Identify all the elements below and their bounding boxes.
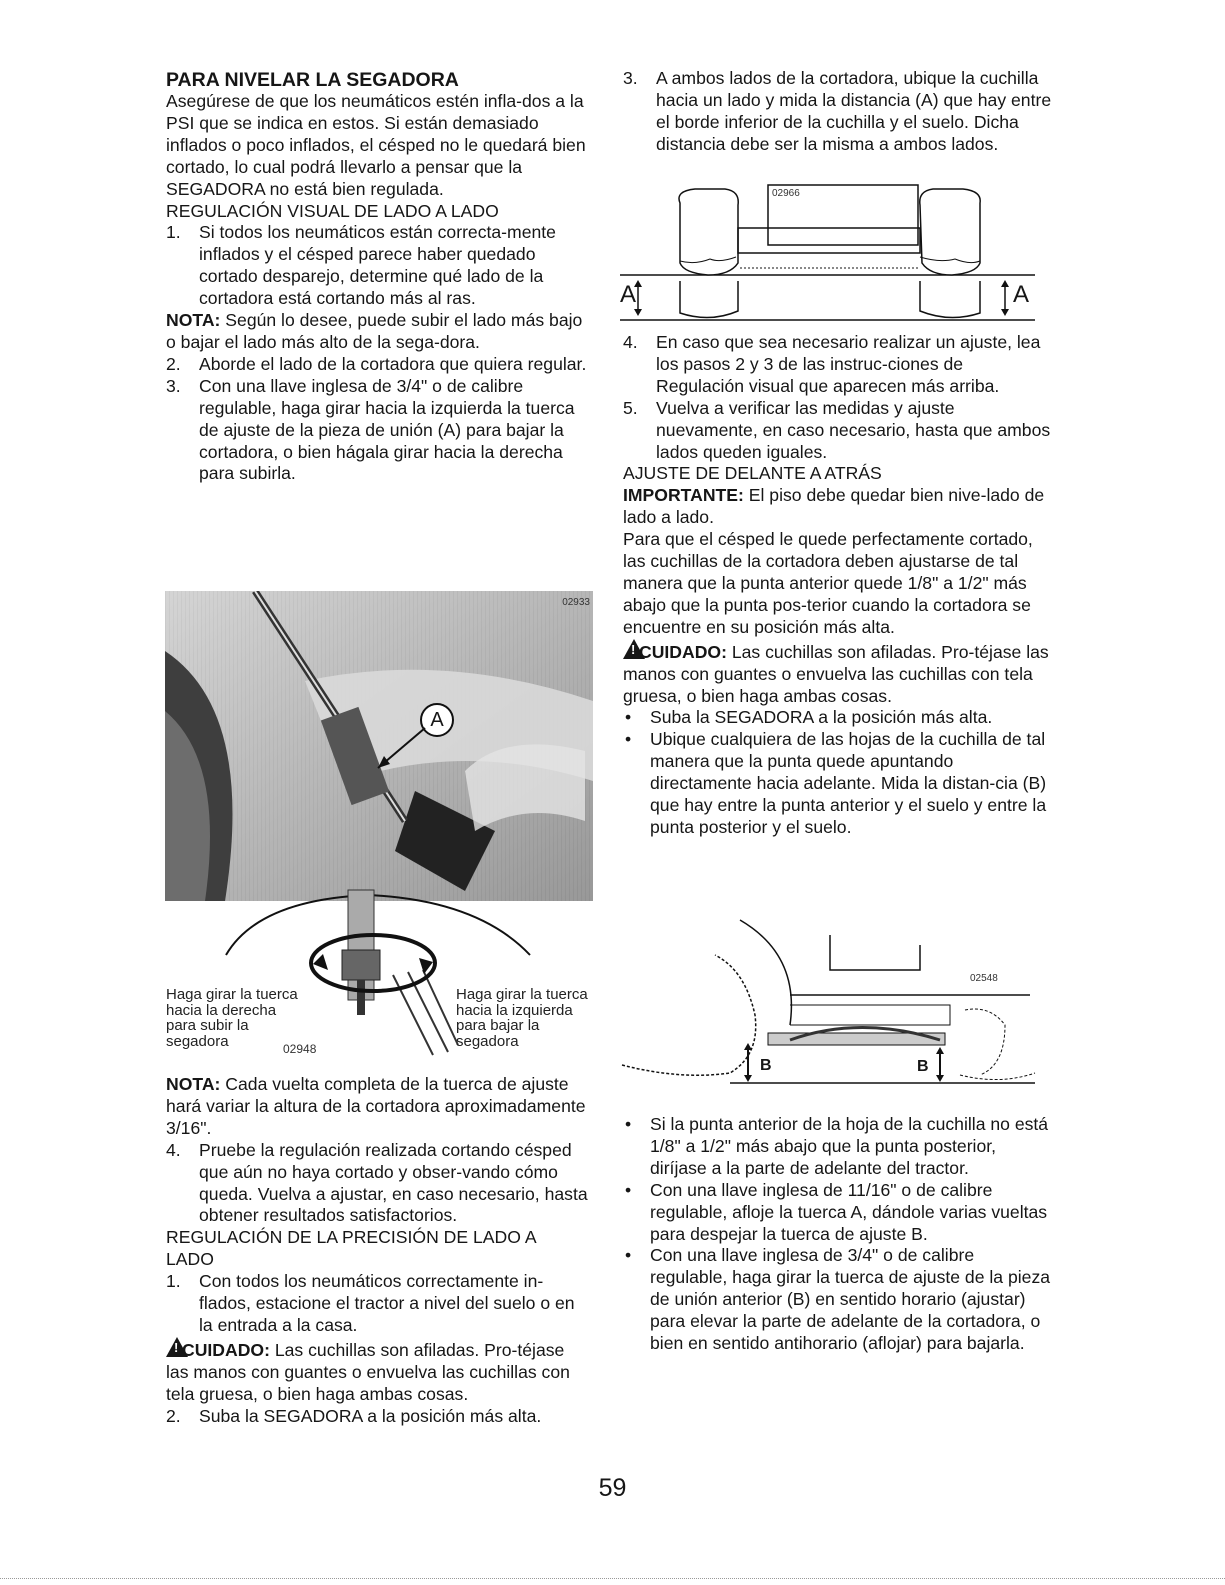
step-4: 4. Pruebe la regulación realizada cortando césped que aún no haya cortado y obser-vando cómo queda. Vuelva a ajustar, en caso necesario, hasta obtener resultados satisfactorios. — [166, 1139, 588, 1226]
section-heading-front-back: AJUSTE DE DELANTE A ATRÁS — [623, 463, 882, 484]
warning-icon — [623, 639, 645, 659]
intro-paragraph: Asegúrese de que los neumáticos estén infla-dos a la PSI que se indica en estos. Si están demasiado inflados o poco inflados, el césped no le quedará bien cortado, lo cual podrá llevarlo a pensar que la SEGADORA no está bien regulada. — [166, 91, 586, 199]
figure-code-2: 02948 — [283, 1042, 317, 1056]
right-column-lower — [623, 1114, 1055, 1355]
page-edge-divider — [0, 1578, 1225, 1580]
adjustment-link-photo — [165, 591, 593, 901]
bullet-item: • Con una llave inglesa de 11/16" o de calibre regulable, afloje la tuerca A, dándole varias vueltas para despejar la tuerca de ajuste B. — [625, 1179, 1048, 1244]
section-heading-visual: REGULACIÓN VISUAL DE LADO A LADO — [166, 200, 499, 221]
label-b-front: B — [760, 1057, 772, 1074]
precision-step-5: 5. Vuelva a verificar las medidas y ajuste nuevamente, en caso necesario, hasta que ambos lados queden iguales. — [623, 397, 1051, 462]
figure-code-1: 02933 — [562, 597, 590, 608]
precision-step-2: 2. Suba la SEGADORA a la posición más alta. — [166, 1405, 542, 1426]
section-title: PARA NIVELAR LA SEGADORA — [166, 69, 459, 91]
note-1: NOTA: Según lo desee, puede subir el lado más bajo o bajar el lado más alto de la sega-dora. — [166, 310, 583, 352]
front-back-paragraph: Para que el césped le quede perfectamente cortado, las cuchillas de la cortadora deben ajustarse de tal manera que la punta anterior quede 1/8" a 1/2" más abajo que la punta pos-terior cuando la cortadora se encuentre en su posición más alta. — [623, 529, 1033, 637]
right-column — [623, 68, 1055, 156]
step-1: 1. Si todos los neumáticos están correcta-mente inflados y el césped parece haber quedado cortado desparejo, determine qué lado de la cortadora está cortando más al ras. — [166, 222, 556, 309]
precision-step-1: 1. Con todos los neumáticos correctamente in-flados, estacione el tractor a nivel del suelo o en la entrada a la casa. — [166, 1271, 575, 1335]
bullet-item: • Si la punta anterior de la hoja de la cuchilla no está 1/8" a 1/2" más abajo que la punta posterior, diríjase a la parte de adelante del tractor. — [625, 1114, 1049, 1178]
left-column-lower — [166, 1074, 588, 1428]
warning-icon — [166, 1337, 188, 1357]
left-column — [166, 68, 588, 485]
caution-1: !CUIDADO: Las cuchillas son afiladas. Pro-téjase las manos con guantes o envuelva las cuchillas con tela gruesa, o bien haga ambas cosas. — [166, 1337, 588, 1406]
label-a-left: A — [620, 281, 637, 308]
mower-side-view-diagram — [620, 915, 1040, 1090]
bullet-item: • Suba la SEGADORA a la posición más alta. — [625, 707, 993, 728]
label-b-rear: B — [917, 1058, 929, 1075]
callout-arrow — [370, 726, 430, 776]
section-heading-precision: REGULACIÓN DE LA PRECISIÓN DE LADO A LADO — [166, 1227, 536, 1270]
bullet-item: • Con una llave inglesa de 3/4" o de calibre regulable, haga girar la tuerca de ajuste de la pieza de unión anterior (B) en sentido horario (ajustar) para elevar la parte de adelante de la cortadora, o bien en sentido antihorario (aflojar) para bajarla. — [625, 1245, 1051, 1354]
figure-code-4: 02548 — [970, 973, 998, 984]
step-3: 3. Con una llave inglesa de 3/4" o de calibre regulable, haga girar hacia la izquierda la tuerca de ajuste de la pieza de unión (A) para bajar la cortadora, o bien hágala girar hacia la derecha para subirla. — [166, 375, 575, 484]
precision-step-3: 3. A ambos lados de la cortadora, ubique la cuchilla hacia un lado y mida la distancia (A) que hay entre el borde inferior de la cuchilla y el suelo. Dicha distancia debe ser la misma a ambos lados. — [623, 68, 1052, 154]
caption-lower: Haga girar la tuerca hacia la izquierda para bajar la segadora — [456, 986, 588, 1050]
page-number: 59 — [598, 1474, 627, 1502]
mower-front-view-diagram — [620, 183, 1035, 323]
figure-code-3: 02966 — [772, 188, 800, 199]
caution-2: !CUIDADO: Las cuchillas son afiladas. Pro-téjase las manos con guantes o envuelva las cuchillas con tela gruesa, o bien haga ambas cosas. — [623, 639, 1055, 708]
callout-a: A — [420, 703, 454, 737]
right-column-middle — [623, 332, 1055, 839]
bullet-item: • Ubique cualquiera de las hojas de la cuchilla de tal manera que la punta quede apuntando directamente hacia adelante. Mida la distan-cia (B) que hay entre la punta anterior y el suelo y entre la punta posterior y el suelo. — [625, 729, 1047, 837]
step-2: 2. Aborde el lado de la cortadora que quiera regular. — [166, 353, 587, 374]
precision-step-4: 4. En caso que sea necesario realizar un ajuste, lea los pasos 2 y 3 de las instruc-ciones de Regulación visual que aparecen más arriba. — [623, 332, 1041, 396]
label-a-right: A — [1013, 281, 1030, 308]
important-note: IMPORTANTE: El piso debe quedar bien nive-lado de lado a lado. — [623, 485, 1045, 528]
caption-raise: Haga girar la tuerca hacia la derecha para subir la segadora — [166, 986, 298, 1050]
note-2: NOTA: Cada vuelta completa de la tuerca de ajuste hará variar la altura de la cortadora aproximadamente 3/16". — [166, 1074, 586, 1138]
